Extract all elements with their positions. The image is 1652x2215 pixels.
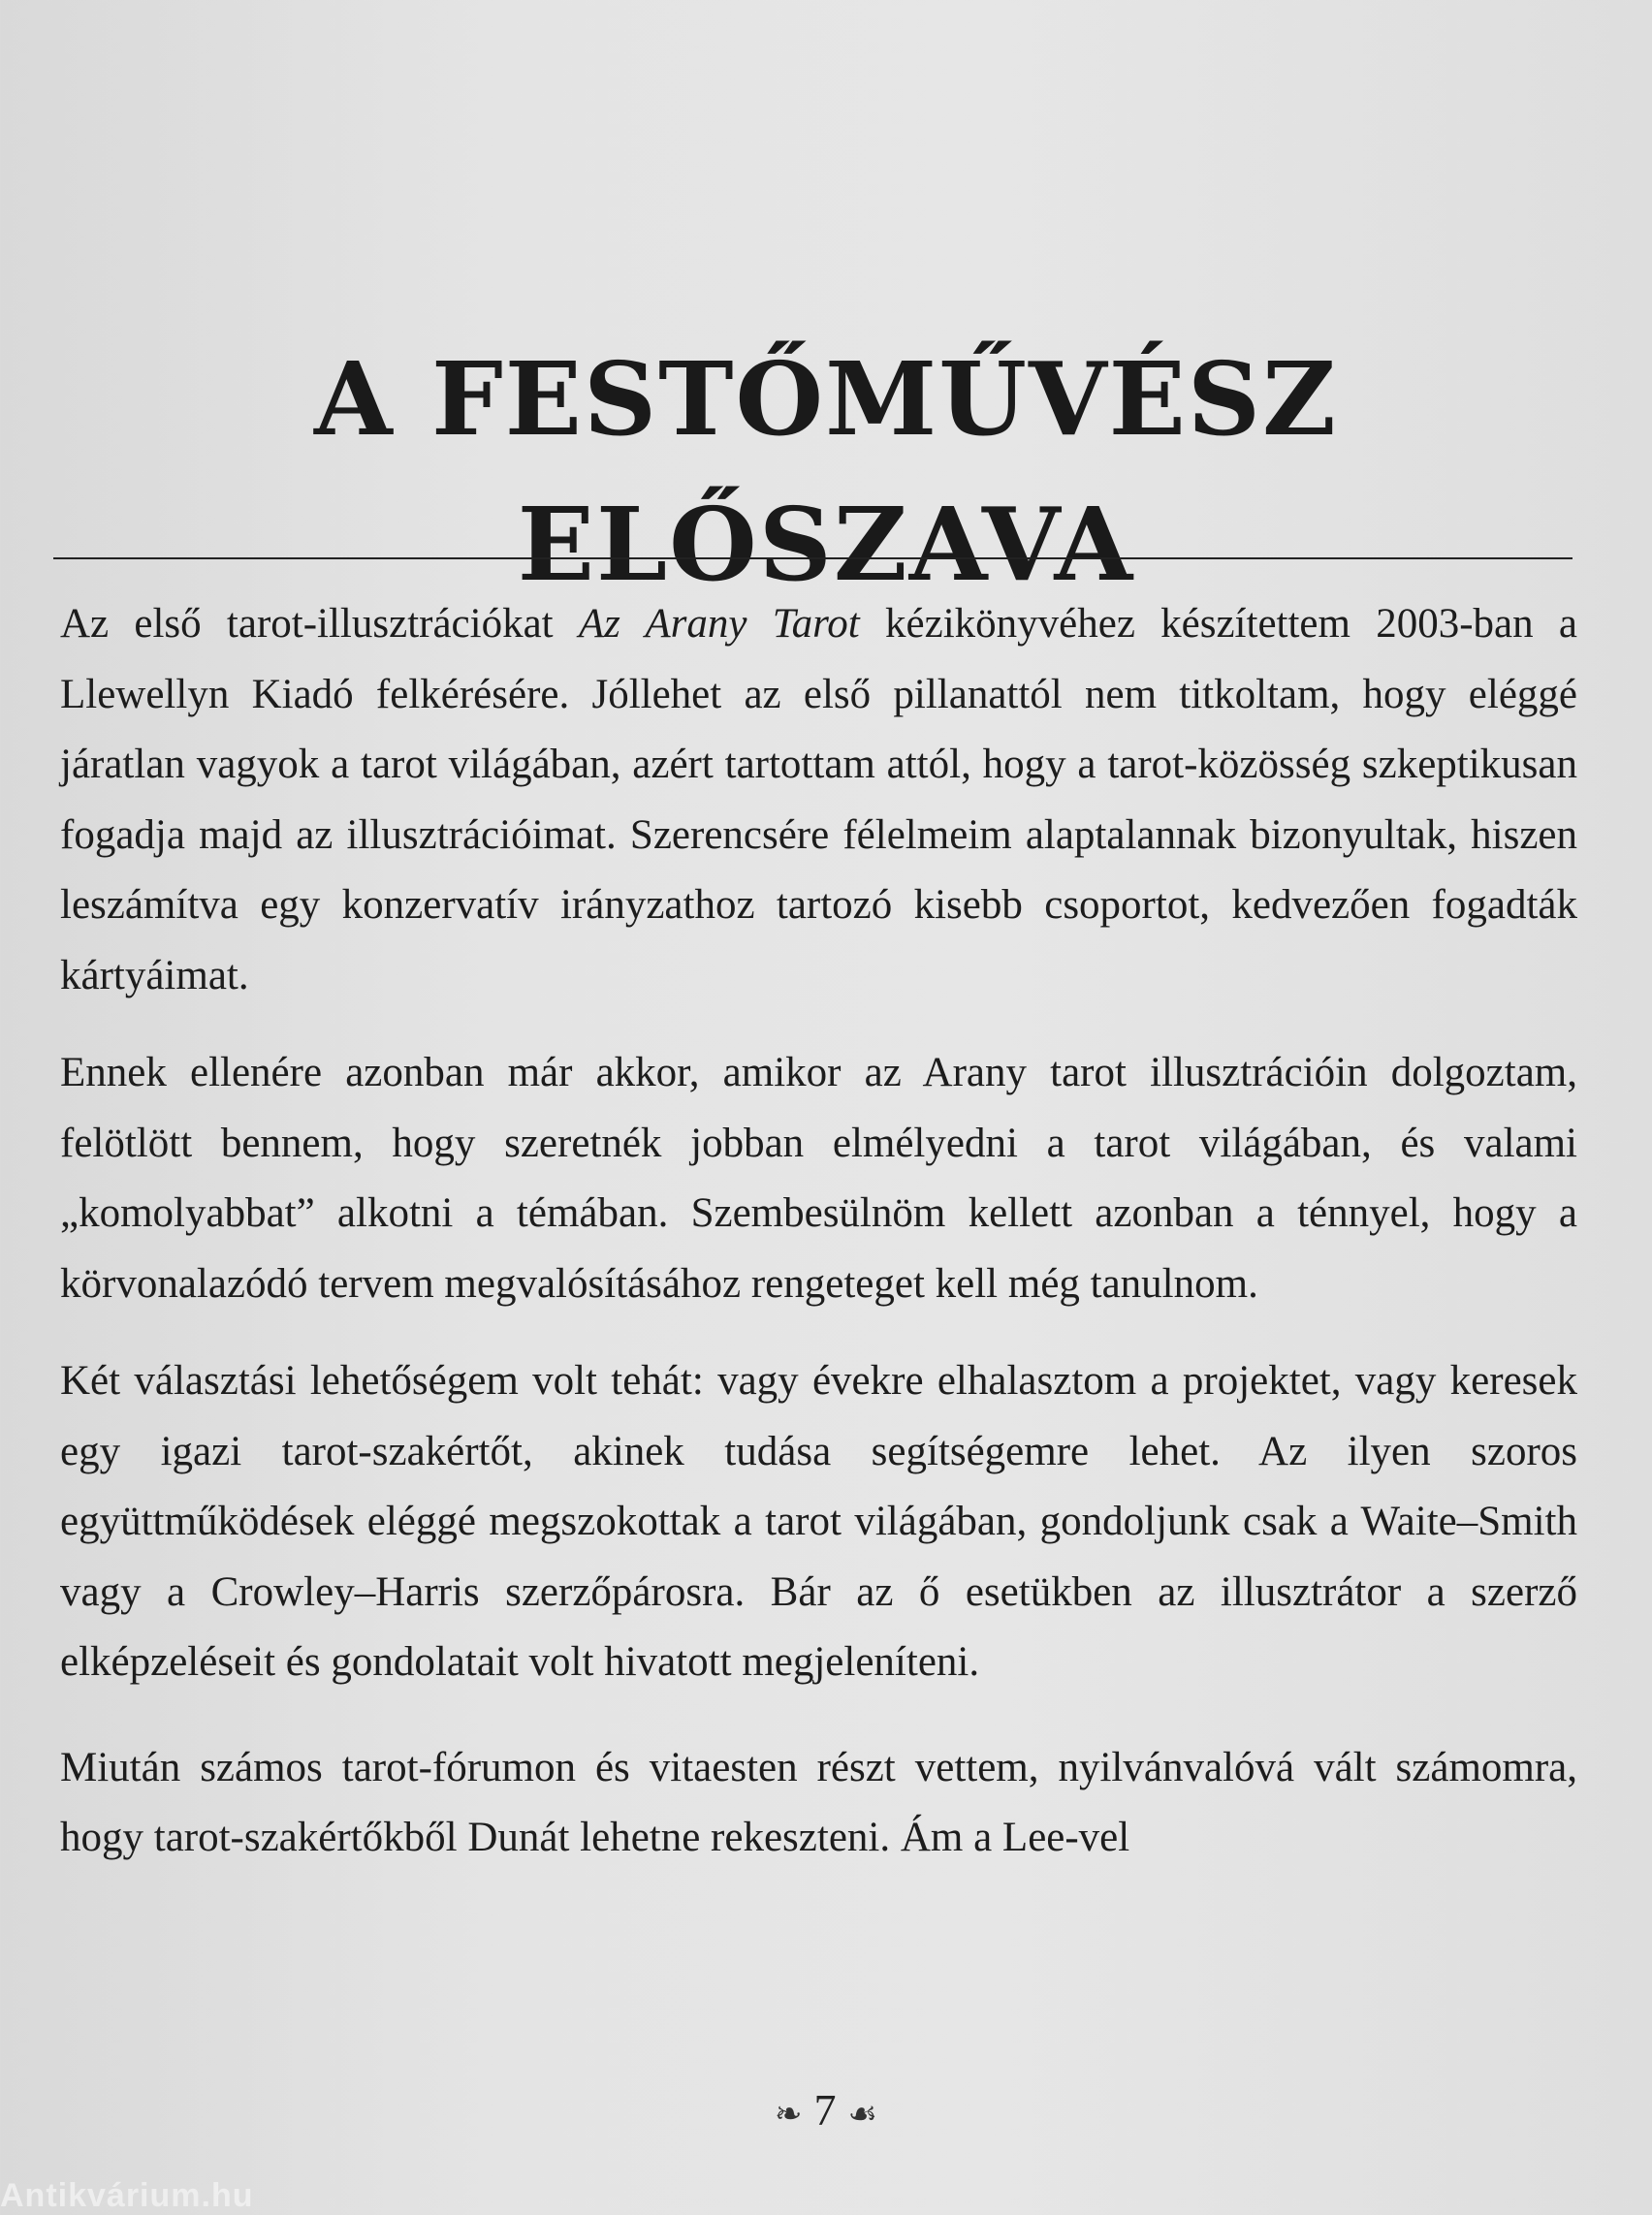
paragraph-1 <box>60 589 1577 1011</box>
body-text <box>60 589 1577 1901</box>
ornament-right-icon: ☙ <box>847 2097 877 2134</box>
chapter-title-line-2: ELŐSZAVA <box>517 484 1135 604</box>
paragraph-1-rest: kézikönyvéhez készítettem 2003-ban a Llewellyn Kiadó felkérésére. Jóllehet az első pillanattól nem titkoltam, hogy eléggé járatlan vagyok a tarot világában, azért tartottam attól, hogy a tarot-közösség szkeptikusan fogadja majd az illusztrációimat. Szerencsére félelmeim alaptalannak bizonyultak, hiszen leszámítva egy konzervatív irányzathoz tartozó kisebb csoportot, kedvezően fogadták kártyáimat. <box>60 601 1577 998</box>
page-number: 7 <box>813 2085 837 2135</box>
page-footer <box>0 2084 1652 2136</box>
bleed-through-texture <box>58 19 1609 94</box>
paragraph-1-lead: Az első tarot-illusztrációkat <box>60 601 579 647</box>
book-title-italic: Az Arany Tarot <box>578 601 860 647</box>
paragraph-3: Két választási lehetőségem volt tehát: vagy évekre elhalasztom a projektet, vagy keresek egy igazi tarot-szakértőt, akinek tudása segítségemre lehet. Az ilyen szoros együttműködések eléggé megszokottak a tarot világában, gondoljunk csak a Waite–Smith vagy a Crowley–Harris szerzőpárosra. Bár az ő esetükben az illusztrátor a szerző elképzeléseit és gondolatait volt hivatott megjeleníteni. <box>60 1358 1577 1685</box>
chapter-title-line-1: A FESTŐMŰVÉSZ <box>314 338 1338 459</box>
paragraph-4: Miután számos tarot-fórumon és vitaesten részt vettem, nyilvánvalóvá vált számomra, hogy tarot-szakértőkből Dunát lehetne rekeszteni. Ám a Lee-vel <box>60 1744 1577 1860</box>
paragraph-2: Ennek ellenére azonban már akkor, amikor az Arany tarot illusztrációin dolgoztam, felötlött bennem, hogy szeretnék jobban elmélyedni a tarot világában, és valami „komolyabbat” alkotni a témában. Szembesülnöm kellett azonban a ténnyel, hogy a körvonalazódó tervem megvalósításához rengeteget kell még tanulnom. <box>60 1050 1577 1307</box>
title-divider <box>53 557 1573 559</box>
ornament-left-icon: ❧ <box>775 2097 803 2134</box>
watermark: Antikvárium.hu <box>0 2177 254 2214</box>
